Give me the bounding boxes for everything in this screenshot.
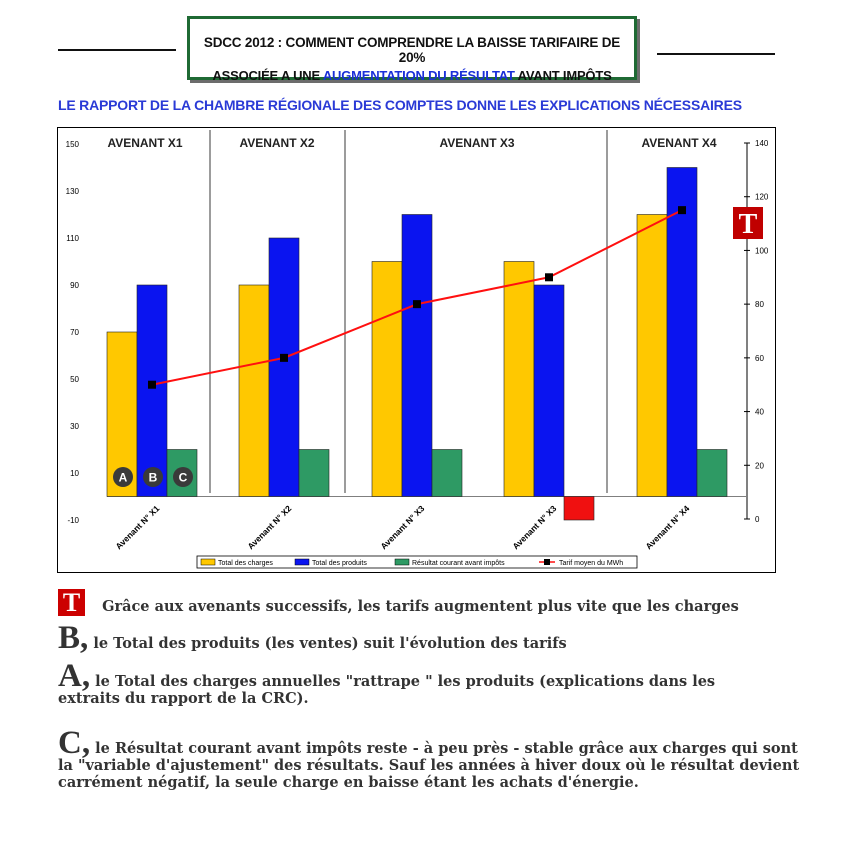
- bar-produits: [269, 238, 299, 497]
- bar-produits: [137, 285, 167, 497]
- header-line2-post: AVANT IMPÔTS: [514, 68, 612, 83]
- header-line1: SDCC 2012 : COMMENT COMPRENDRE LA BAISSE TARIFAIRE DE 20%: [203, 35, 621, 65]
- t-badge: T: [58, 589, 85, 616]
- bar-resultat: [697, 450, 727, 497]
- marker-label-c: C: [178, 470, 188, 485]
- marker-label-a: A: [118, 470, 128, 485]
- y2-tick-label: 40: [755, 407, 764, 417]
- y2-tick-label: 140: [755, 139, 769, 148]
- chart: [57, 127, 777, 573]
- category-label: Avenant N° X2: [245, 503, 294, 552]
- right-rule: [657, 53, 775, 55]
- para-c: [58, 725, 800, 791]
- para-a: [58, 658, 716, 707]
- tarif-point: [148, 381, 156, 389]
- bar-produits: [402, 215, 432, 497]
- legend-label: Total des charges: [218, 560, 273, 567]
- category-label: Avenant N° X3: [510, 503, 559, 552]
- header-line2-highlight: AUGMENTATION DU RÉSULTAT: [322, 68, 515, 83]
- bar-charges: [239, 285, 269, 497]
- section-label: AVENANT X1: [107, 136, 183, 150]
- subtitle: LE RAPPORT DE LA CHAMBRE RÉGIONALE DES COMPTES DONNE LES EXPLICATIONS NÉCESSAIRES: [58, 97, 742, 113]
- c-text3: carrément négatif, la seule charge en baisse étant les achats d'énergie.: [58, 774, 639, 791]
- category-label: Avenant N° X1: [113, 503, 162, 552]
- y-tick-label: 10: [70, 469, 79, 478]
- y2-tick-label: 60: [755, 353, 764, 363]
- bar-charges: [372, 262, 402, 497]
- legend-swatch: [295, 559, 309, 565]
- c-text2: la "variable d'ajustement" des résultats. Sauf les années à hiver doux où le résultat devient: [58, 757, 800, 774]
- section-label: AVENANT X3: [439, 136, 515, 150]
- y2-tick-label: 0: [755, 515, 760, 524]
- section-label: AVENANT X4: [641, 136, 717, 150]
- legend-swatch: [395, 559, 409, 565]
- legend-label: Tarif moyen du MWh: [559, 560, 624, 567]
- tarif-point: [280, 354, 288, 362]
- marker-label-b: B: [148, 470, 158, 485]
- c-letter: C,: [58, 725, 91, 761]
- tarif-point: [678, 206, 686, 214]
- bar-resultat: [564, 497, 594, 521]
- y2-tick-label: 20: [755, 461, 764, 471]
- bar-produits: [667, 168, 697, 497]
- y-tick-label: 130: [65, 187, 79, 196]
- header-box: [187, 16, 637, 83]
- category-label: Avenant N° X4: [643, 503, 692, 552]
- y-tick-label: -10: [67, 516, 79, 525]
- y-tick-label: 50: [70, 375, 79, 384]
- bar-charges: [637, 215, 667, 497]
- y-tick-label: 150: [65, 140, 79, 149]
- para-t: [58, 589, 739, 616]
- legend-label: Total des produits: [312, 560, 367, 567]
- a-text2: extraits du rapport de la CRC).: [58, 690, 309, 707]
- y-tick-label: 90: [70, 281, 79, 290]
- y-tick-label: 110: [66, 234, 79, 243]
- left-rule: [58, 49, 176, 51]
- bar-produits: [534, 285, 564, 497]
- section-label: AVENANT X2: [239, 136, 315, 150]
- y2-tick-label: 120: [755, 192, 769, 202]
- legend-line-marker: [544, 559, 550, 565]
- c-text1: le Résultat courant avant impôts reste - à peu près - stable grâce aux charges qui sont: [95, 740, 798, 757]
- legend-label: Résultat courant avant impôts: [412, 560, 505, 567]
- b-letter: B,: [58, 620, 89, 656]
- tarif-point: [545, 273, 553, 281]
- bar-charges: [504, 262, 534, 497]
- bar-resultat: [432, 450, 462, 497]
- bar-resultat: [299, 450, 329, 497]
- header-line2-pre: ASSOCIÉE A UNE: [212, 68, 323, 83]
- y-tick-label: 70: [70, 328, 79, 337]
- tarif-point: [413, 300, 421, 308]
- t-text: Grâce aux avenants successifs, les tarifs augmentent plus vite que les charges: [102, 598, 739, 615]
- category-label: Avenant N° X3: [378, 503, 427, 552]
- header-line2: [190, 68, 634, 83]
- b-text: le Total des produits (les ventes) suit l'évolution des tarifs: [93, 635, 567, 652]
- a-text1: le Total des charges annuelles "rattrape " les produits (explications dans les: [95, 673, 716, 690]
- t-badge-chart: T: [738, 209, 758, 240]
- y2-tick-label: 80: [755, 300, 764, 310]
- legend-swatch: [201, 559, 215, 565]
- y-tick-label: 30: [70, 422, 79, 431]
- para-b: [58, 620, 567, 656]
- a-letter: A,: [58, 658, 91, 694]
- y2-tick-label: 100: [755, 246, 769, 256]
